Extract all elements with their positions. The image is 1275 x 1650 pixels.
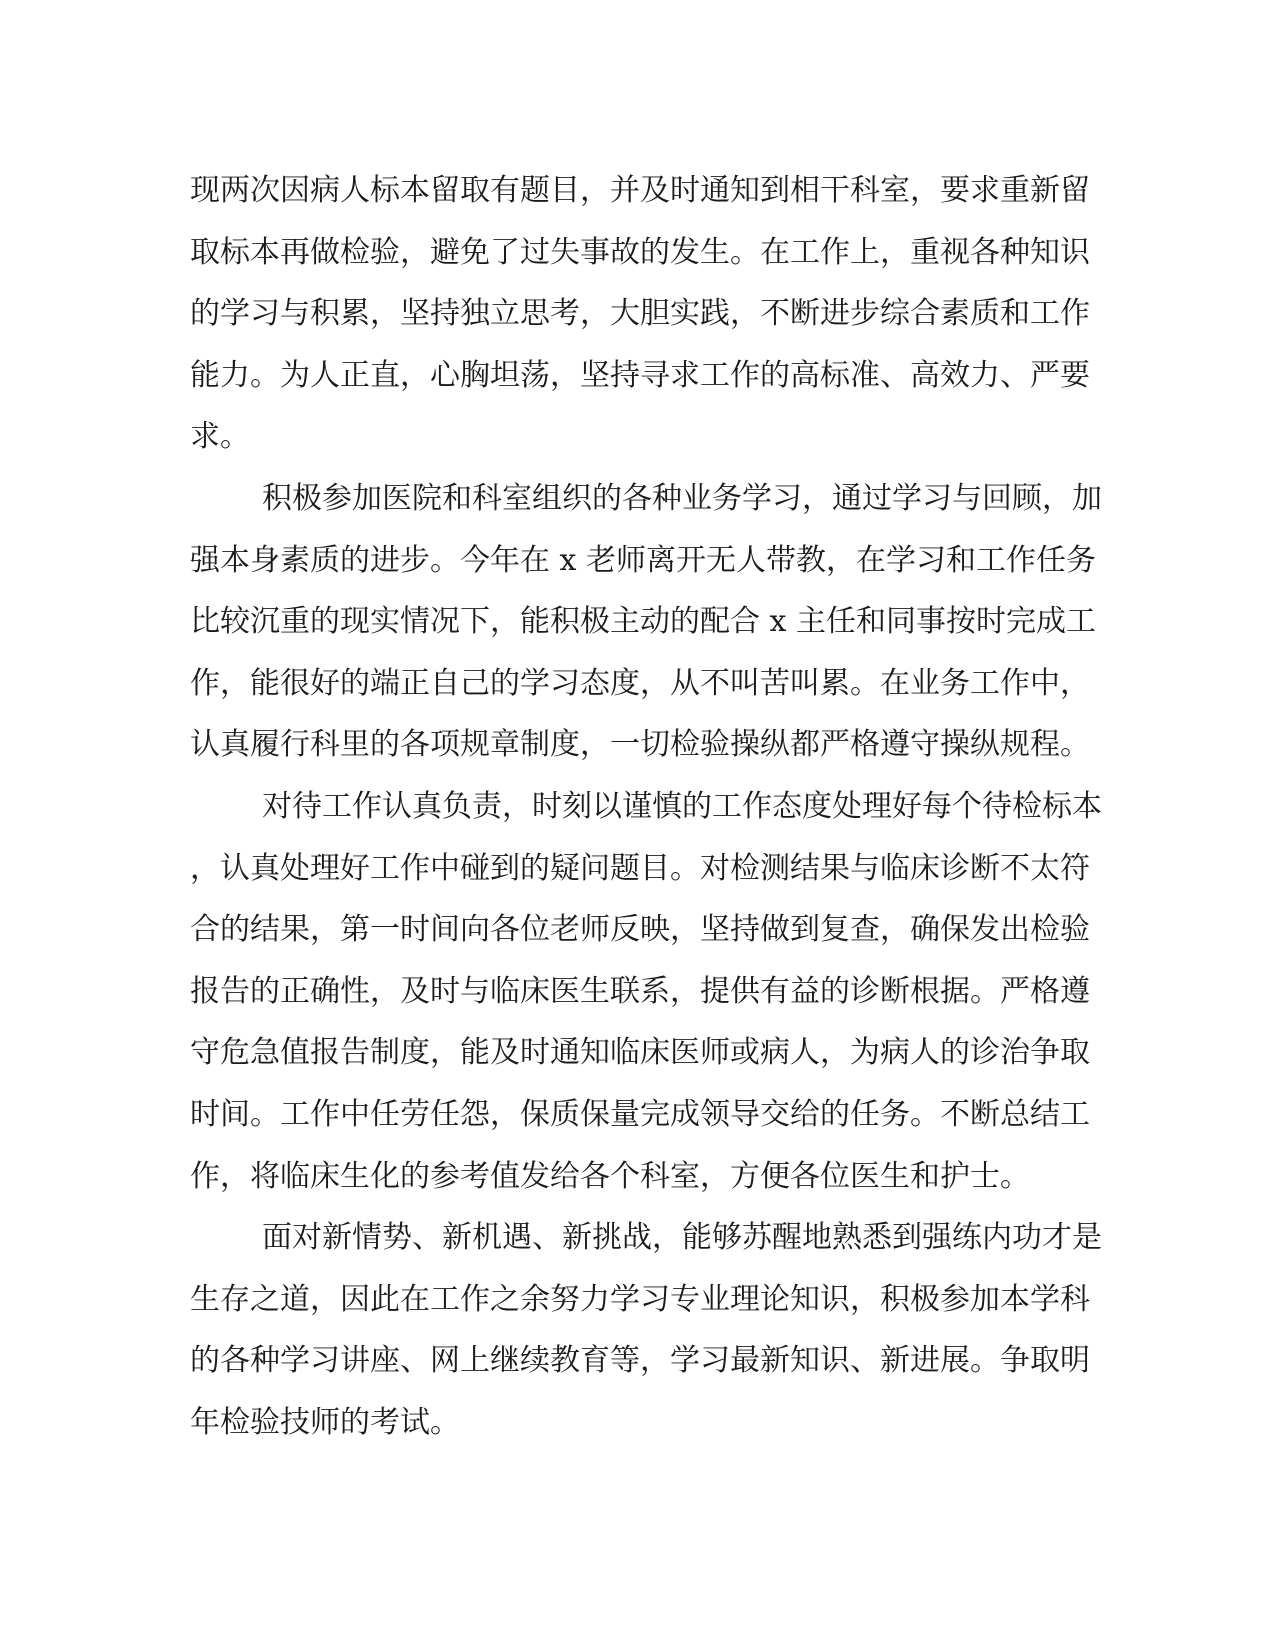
- text-line: 取标本再做检验，避免了过失事故的发生。在工作上，重视各种知识: [190, 234, 1090, 270]
- paragraph-first-line: 积极参加医院和科室组织的各种业务学习，通过学习与回顾，加: [262, 480, 1102, 516]
- text-line: 年检验技师的考试。: [190, 1404, 460, 1440]
- text-line: 时间。工作中任劳任怨，保质保量完成领导交给的任务。不断总结工: [190, 1096, 1090, 1132]
- text-line: 比较沉重的现实情况下，能积极主动的配合 x 主任和同事按时完成工: [190, 604, 1096, 640]
- text-line: 生存之道，因此在工作之余努力学习专业理论知识，积极参加本学科: [190, 1281, 1090, 1317]
- text-line: 守危急值报告制度，能及时通知临床医师或病人，为病人的诊治争取: [190, 1035, 1090, 1071]
- text-line: 能力。为人正直，心胸坦荡，坚持寻求工作的高标准、高效力、严要: [190, 357, 1090, 393]
- text-line: ，认真处理好工作中碰到的疑问题目。对检测结果与临床诊断不太符: [190, 850, 1090, 886]
- document-body: [190, 160, 1102, 1453]
- text-line: 合的结果，第一时间向各位老师反映，坚持做到复查，确保发出检验: [190, 912, 1090, 948]
- text-line: 报告的正确性，及时与临床医生联系，提供有益的诊断根据。严格遵: [190, 973, 1090, 1009]
- text-line: 现两次因病人标本留取有题目，并及时通知到相干科室，要求重新留: [190, 173, 1090, 208]
- paragraph-first-line: 对待工作认真负责，时刻以谨慎的工作态度处理好每个待检标本: [262, 788, 1102, 824]
- text-line: 作，将临床生化的参考值发给各个科室，方便各位医生和护士。: [190, 1158, 1030, 1194]
- text-line: 的各种学习讲座、网上继续教育等，学习最新知识、新进展。争取明: [190, 1343, 1090, 1379]
- paragraph-first-line: 面对新情势、新机遇、新挑战，能够苏醒地熟悉到强练内功才是: [262, 1220, 1102, 1256]
- text-line: 作，能很好的端正自己的学习态度，从不叫苦叫累。在业务工作中，: [190, 665, 1090, 701]
- text-line: 强本身素质的进步。今年在 x 老师离开无人带教，在学习和工作任务: [190, 542, 1096, 578]
- text-line: 的学习与积累，坚持独立思考，大胆实践，不断进步综合素质和工作: [190, 296, 1090, 332]
- text-line: 求。: [190, 419, 250, 455]
- text-line: 认真履行科里的各项规章制度，一切检验操纵都严格遵守操纵规程。: [190, 727, 1090, 763]
